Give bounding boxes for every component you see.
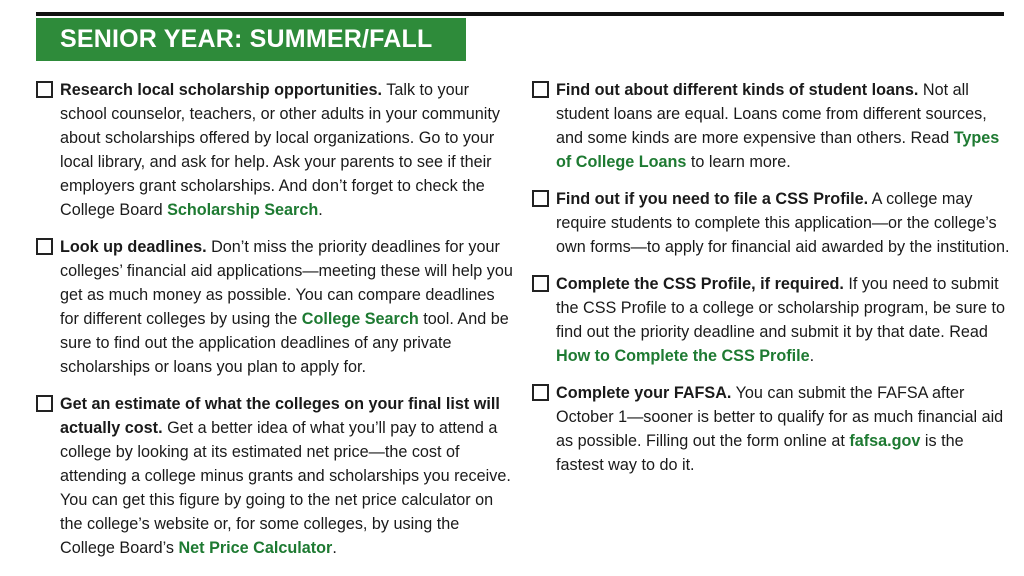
item-body: A college may require students to complete this application—or the college’s own forms—to apply for financial aid awarded by the institution. (556, 190, 1010, 256)
right-column (532, 78, 1010, 490)
item-tail: is the fastest way to do it. (556, 432, 964, 474)
checklist-item-css-profile-complete (532, 272, 1010, 368)
item-tail: . (332, 539, 337, 557)
top-rule (36, 12, 1004, 16)
checklist-item-student-loans (532, 78, 1010, 174)
checkbox[interactable] (532, 275, 549, 292)
link-net-price-calculator[interactable]: Net Price Calculator (178, 539, 333, 557)
link-types-of-college-loans[interactable]: Types of College Loans (556, 129, 1000, 171)
item-tail: . (809, 347, 815, 365)
section-title: SENIOR YEAR: SUMMER/FALL (60, 25, 433, 53)
item-body: Don’t miss the priority deadlines for your colleges’ financial aid applications—meeting these will help you get as much money as possible. You can compare deadlines for different colleges by using the (60, 238, 513, 328)
checklist-item-cost-estimate (36, 392, 514, 560)
item-lead: Look up deadlines. (60, 238, 207, 256)
checkbox[interactable] (532, 384, 549, 401)
item-lead: Complete the CSS Profile, if required. (556, 275, 844, 293)
item-tail: tool. And be sure to find out the application deadlines of any private scholarships or loans you plan to apply for. (60, 310, 509, 376)
item-body: You can submit the FAFSA after October 1—sooner is better to qualify for as much financial aid as possible. Filling out the form online at (556, 384, 1004, 450)
checklist-item-deadlines (36, 235, 514, 379)
item-body: Not all student loans are equal. Loans come from different sources, and some kinds are more expensive than others. Read (556, 81, 987, 147)
checklist-item-css-profile-check (532, 187, 1010, 259)
item-body: Talk to your school counselor, teachers, or other adults in your community about scholarships offered by local organizations. Go to your local library, and ask for help. Ask your parents to see if their employers grant scholarships. And don’t forget to check the College Board (60, 81, 500, 219)
item-body: If you need to submit the CSS Profile to a college or scholarship program, be sure to find out the priority deadline and submit it by that date. Read (556, 275, 1005, 341)
item-tail: . (318, 201, 323, 219)
item-body: Get a better idea of what you’ll pay to attend a college by looking at its estimated net price—the cost of attending a college minus grants and scholarships you receive. You can get this figure by going to the net price calculator on the college’s website or, for some colleges, by using the College Board’s (60, 419, 511, 557)
item-lead: Research local scholarship opportunities. (60, 81, 383, 99)
link-fafsa-gov[interactable]: fafsa.gov (849, 432, 921, 450)
item-lead: Find out if you need to file a CSS Profile. (556, 190, 869, 208)
link-college-search[interactable]: College Search (301, 310, 419, 328)
checkbox[interactable] (532, 190, 549, 207)
checklist-item-fafsa (532, 381, 1010, 477)
checkbox[interactable] (36, 81, 53, 98)
link-how-to-complete-css-profile[interactable]: How to Complete the CSS Profile (556, 347, 810, 365)
checklist-item-scholarships (36, 78, 514, 222)
item-lead: Complete your FAFSA. (556, 384, 732, 402)
checkbox[interactable] (36, 238, 53, 255)
item-tail: to learn more. (686, 153, 791, 171)
item-lead: Get an estimate of what the colleges on your final list will actually cost. (60, 395, 500, 437)
item-lead: Find out about different kinds of student loans. (556, 81, 919, 99)
checkbox[interactable] (36, 395, 53, 412)
left-column (36, 78, 514, 573)
section-banner (36, 18, 466, 61)
link-scholarship-search[interactable]: Scholarship Search (167, 201, 319, 219)
checkbox[interactable] (532, 81, 549, 98)
